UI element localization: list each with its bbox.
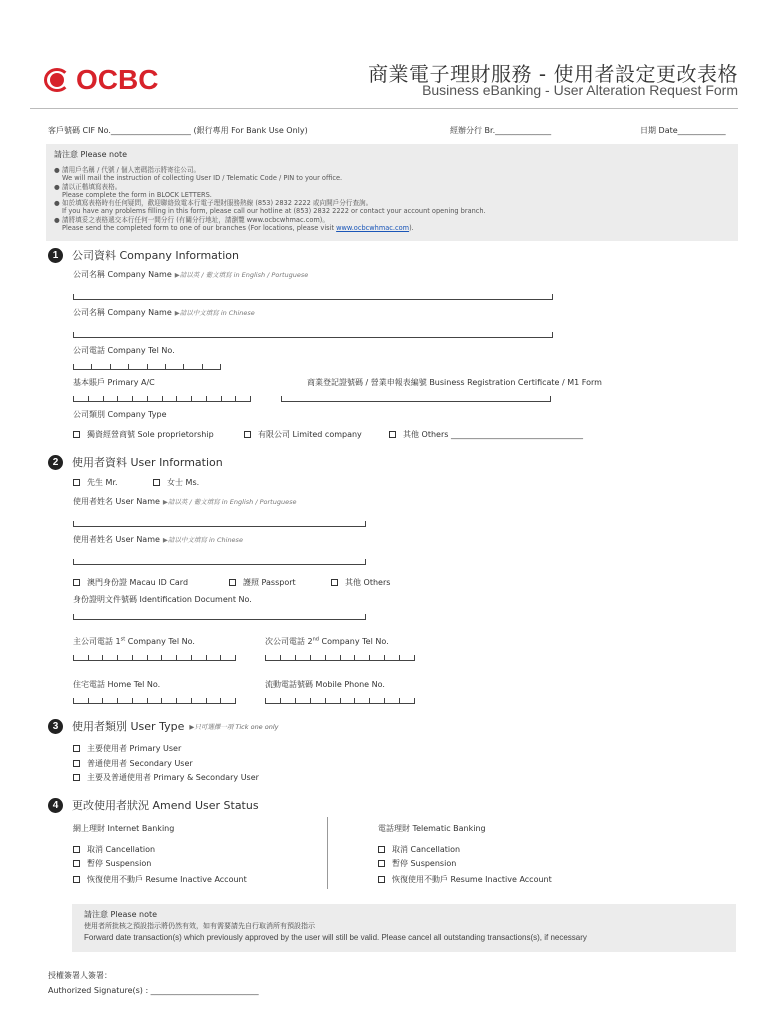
company-tel-input[interactable] (73, 364, 221, 370)
company-tel1-label: 主公司電話 1st Company Tel No. (73, 636, 195, 646)
note-line: ● 如於填寫表格時有任何疑問，歡迎聯絡致電本行電子理財服務熱線 (853) 2832 2222 或向開戶分行查詢。 (54, 199, 373, 208)
logo-text: OCBC (76, 64, 159, 95)
company-tel2-input[interactable] (265, 655, 415, 661)
id-no-label: 身份證明文件號碼 Identification Document No. (73, 595, 252, 604)
user-name-zh-input[interactable] (73, 559, 366, 565)
other-id-checkbox[interactable]: 其他 Others (331, 577, 390, 588)
internet-suspension-checkbox[interactable]: 暫停 Suspension (73, 858, 151, 869)
form-title-zh: 商業電子理財服務 - 使用者設定更改表格 (368, 62, 738, 86)
br-cert-input[interactable] (281, 396, 551, 402)
note-title: 請注意 Please note (54, 150, 128, 159)
mobile-label: 流動電話號碼 Mobile Phone No. (265, 680, 385, 689)
internet-cancellation-checkbox[interactable]: 取消 Cancellation (73, 844, 155, 855)
section-company-info-title: 1 公司資料 Company Information (48, 247, 239, 263)
telematic-resume-checkbox[interactable]: 恢復使用不動戶 Resume Inactive Account (378, 874, 552, 885)
note-line: Please send the completed form to one of our branches (For locations, please visit www.ocbcwhmac.com). (62, 224, 414, 233)
ocbc-logo (44, 64, 158, 96)
internet-resume-checkbox[interactable]: 恢復使用不動戶 Resume Inactive Account (73, 874, 247, 885)
section-number-icon: 1 (48, 248, 63, 263)
branch-field[interactable]: 經辦分行 Br.______________ (450, 126, 552, 135)
note-line: ● 請將填妥之表格遞交本行任何一間分行 (有關分行地址，請瀏覽 www.ocbcwhmac.com)。 (54, 215, 329, 224)
telematic-suspension-checkbox[interactable]: 暫停 Suspension (378, 858, 456, 869)
section-user-type-title: 3 使用者類別 User Type ▶只可選擇一項 Tick one only (48, 718, 279, 734)
other-company-type-checkbox[interactable]: 其他 Others _________________________________ (389, 429, 583, 440)
user-name-zh-label: 使用者姓名 User Name ▶請以中文填寫 in Chinese (73, 535, 243, 544)
note-line: Please complete the form in BLOCK LETTERS. (62, 190, 212, 199)
section-number-icon: 3 (48, 719, 63, 734)
secondary-user-checkbox[interactable]: 普通使用者 Secondary User (73, 758, 193, 769)
company-type-label: 公司類別 Company Type (73, 410, 167, 419)
limited-company-checkbox[interactable]: 有限公司 Limited company (244, 429, 362, 440)
forward-transaction-note (72, 904, 736, 952)
signature-label-zh: 授權簽署人簽署： (48, 971, 112, 980)
note-line: We will mail the instruction of collecting User ID / Telematic Code / PIN to your office. (62, 174, 343, 183)
mobile-input[interactable] (265, 698, 415, 704)
primary-ac-label: 基本賬戶 Primary A/C (73, 378, 155, 387)
home-tel-label: 住宅電話 Home Tel No. (73, 680, 161, 689)
home-tel-input[interactable] (73, 698, 236, 704)
note-line: If you have any problems filling in this form, please call our hotline at (853) 2832 2222 or contact your account opening branch. (62, 207, 486, 216)
title-divider (30, 108, 738, 109)
section-amend-status-title: 4 更改使用者狀況 Amend User Status (48, 797, 259, 813)
primary-secondary-user-checkbox[interactable]: 主要及普通使用者 Primary & Secondary User (73, 772, 259, 783)
section-number-icon: 2 (48, 455, 63, 470)
note-line: ● 請以正楷填寫表格。 (54, 182, 122, 191)
note2-zh: 使用者所批核之預設指示將仍然有效，如有需要請先自行取消所有預設指示 (84, 922, 315, 930)
company-name-zh-input[interactable] (73, 332, 553, 338)
signature-field[interactable]: Authorized Signature(s) : ___________________________ (48, 986, 259, 995)
note-line: ● 請用戶名稱 / 代號 / 個人密碼指示將寄往公司。 (54, 166, 201, 174)
br-cert-label: 商業登記證號碼 / 營業申報表編號 Business Registration Certificate / M1 Form (307, 378, 602, 387)
company-tel2-label: 次公司電話 2nd Company Tel No. (265, 636, 389, 646)
id-no-input[interactable] (73, 614, 366, 620)
user-name-en-input[interactable] (73, 521, 366, 527)
internet-banking-label: 網上理財 Internet Banking (73, 824, 175, 833)
company-name-en-input[interactable] (73, 294, 553, 300)
column-divider (327, 817, 328, 889)
macau-id-checkbox[interactable]: 澳門身份證 Macau ID Card (73, 577, 188, 588)
company-name-zh-label: 公司名稱 Company Name ▶請以中文填寫 in Chinese (73, 308, 255, 317)
telematic-banking-label: 電話理財 Telematic Banking (378, 824, 486, 833)
note2-en: Forward date transaction(s) which previously approved by the user will still be valid. Please cancel all outstanding transactions(s), if necessary (84, 933, 587, 942)
sole-proprietorship-checkbox[interactable]: 獨資經營商號 Sole proprietorship (73, 429, 214, 440)
primary-ac-input[interactable] (73, 396, 251, 402)
section-user-info-title: 2 使用者資料 User Information (48, 454, 223, 470)
form-title-en: Business eBanking - User Alteration Request Form (422, 82, 738, 98)
passport-checkbox[interactable]: 護照 Passport (229, 577, 296, 588)
company-tel-label: 公司電話 Company Tel No. (73, 346, 175, 355)
ms-checkbox[interactable]: 女士 Ms. (153, 477, 199, 488)
section-number-icon: 4 (48, 798, 63, 813)
user-name-en-label: 使用者姓名 User Name ▶請以英 / 葡文填寫 in English / Portuguese (73, 497, 297, 506)
company-name-en-label: 公司名稱 Company Name ▶請以英 / 葡文填寫 in English / Portuguese (73, 270, 309, 279)
note2-title: 請注意 Please note (84, 910, 158, 919)
company-tel1-input[interactable] (73, 655, 236, 661)
date-field[interactable]: 日期 Date____________ (640, 126, 726, 135)
primary-user-checkbox[interactable]: 主要使用者 Primary User (73, 743, 181, 754)
telematic-cancellation-checkbox[interactable]: 取消 Cancellation (378, 844, 460, 855)
mr-checkbox[interactable]: 先生 Mr. (73, 477, 118, 488)
ocbc-logo-icon (44, 66, 72, 94)
cif-field[interactable]: 客戶號碼 CIF No.____________________ (銀行專用 For Bank Use Only) (48, 126, 308, 135)
please-note-box (46, 144, 738, 241)
